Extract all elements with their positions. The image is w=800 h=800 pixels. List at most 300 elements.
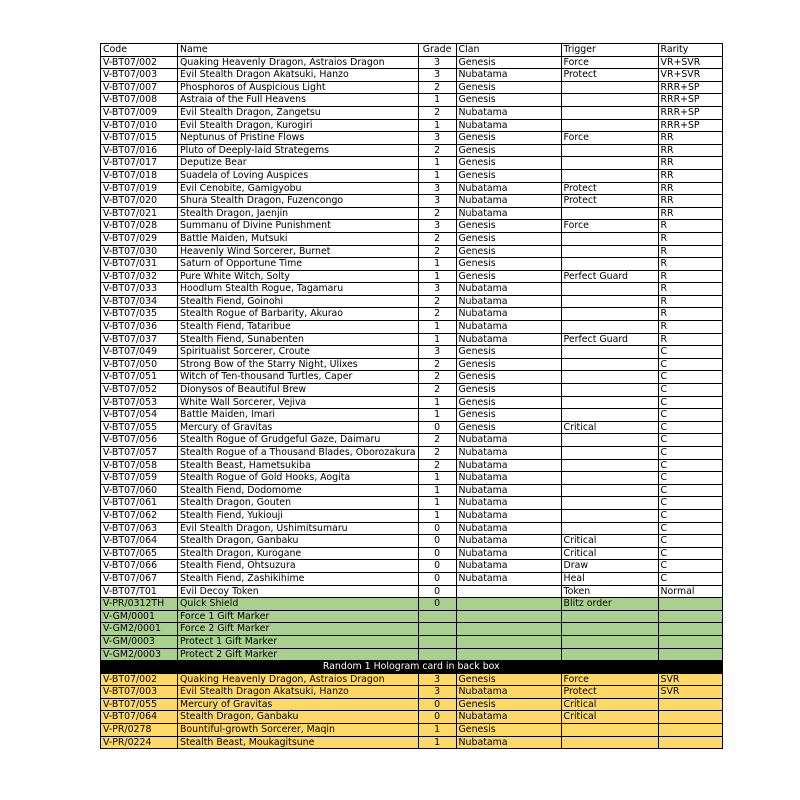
cell-name: Stealth Fiend, Dodomome (178, 484, 419, 497)
cell-clan: Genesis (456, 232, 561, 245)
table-row (101, 535, 723, 548)
cell-name: Phosphoros of Auspicious Light (178, 81, 419, 94)
cell-code: V-BT07/061 (101, 497, 178, 510)
cell-code: V-BT07/029 (101, 232, 178, 245)
cell-trigger: Force (561, 673, 658, 686)
cell-code: V-BT07/008 (101, 94, 178, 107)
cell-name: Summanu of Divine Punishment (178, 220, 419, 233)
cell-code: V-BT07/015 (101, 132, 178, 145)
table-row (101, 421, 723, 434)
cell-clan: Nubatama (456, 497, 561, 510)
cell-code: V-BT07/065 (101, 547, 178, 560)
cell-rarity: R (658, 220, 722, 233)
cell-name: Stealth Rogue of Barbarity, Akurao (178, 308, 419, 321)
cell-trigger (561, 169, 658, 182)
table-row (101, 673, 723, 686)
cell-grade: 0 (418, 598, 456, 611)
cell-rarity: VR+SVR (658, 56, 722, 69)
cell-code: V-BT07/007 (101, 81, 178, 94)
table-row (101, 81, 723, 94)
table-row (101, 547, 723, 560)
cell-code: V-GM2/0001 (101, 623, 178, 636)
cell-grade: 2 (418, 358, 456, 371)
cell-trigger (561, 283, 658, 296)
cell-clan: Nubatama (456, 69, 561, 82)
table-row (101, 472, 723, 485)
cell-code: V-BT07/059 (101, 472, 178, 485)
cell-rarity: C (658, 358, 722, 371)
cell-rarity: C (658, 396, 722, 409)
cell-grade: 1 (418, 509, 456, 522)
cell-trigger (561, 207, 658, 220)
cell-grade: 0 (418, 711, 456, 724)
cell-trigger: Critical (561, 421, 658, 434)
cell-grade: 1 (418, 736, 456, 749)
cell-grade: 1 (418, 321, 456, 334)
cell-rarity (658, 724, 722, 737)
cell-trigger: Critical (561, 535, 658, 548)
cell-name: Evil Stealth Dragon Akatsuki, Hanzo (178, 686, 419, 699)
cell-grade: 0 (418, 698, 456, 711)
cell-clan (456, 623, 561, 636)
cell-rarity: C (658, 409, 722, 422)
cell-grade: 0 (418, 535, 456, 548)
table-row (101, 711, 723, 724)
cell-name: Force 2 Gift Marker (178, 623, 419, 636)
cell-trigger (561, 434, 658, 447)
cell-code: V-BT07/031 (101, 258, 178, 271)
cell-trigger (561, 724, 658, 737)
table-row (101, 585, 723, 598)
cell-grade: 2 (418, 81, 456, 94)
cell-name: Evil Stealth Dragon, Kurogiri (178, 119, 419, 132)
cell-code: V-BT07/003 (101, 686, 178, 699)
table-row (101, 459, 723, 472)
cell-name: Evil Stealth Dragon, Ushimitsumaru (178, 522, 419, 535)
cell-clan: Genesis (456, 409, 561, 422)
table-row (101, 333, 723, 346)
cell-grade (418, 648, 456, 661)
table-row (101, 220, 723, 233)
cell-trigger: Critical (561, 698, 658, 711)
cell-code: V-BT07/030 (101, 245, 178, 258)
cell-trigger (561, 396, 658, 409)
cell-trigger (561, 648, 658, 661)
table-row (101, 207, 723, 220)
cell-grade: 3 (418, 56, 456, 69)
cell-clan: Nubatama (456, 333, 561, 346)
cell-code: V-BT07/036 (101, 321, 178, 334)
cell-clan: Nubatama (456, 283, 561, 296)
table-row (101, 56, 723, 69)
cell-name: Saturn of Opportune Time (178, 258, 419, 271)
cell-grade: 2 (418, 295, 456, 308)
cell-name: Stealth Dragon, Kurogane (178, 547, 419, 560)
cell-rarity: R (658, 232, 722, 245)
cell-rarity: C (658, 497, 722, 510)
cell-trigger: Blitz order (561, 598, 658, 611)
cell-grade: 2 (418, 447, 456, 460)
cell-trigger (561, 358, 658, 371)
cell-name: Protect 1 Gift Marker (178, 635, 419, 648)
cell-code: V-BT07/053 (101, 396, 178, 409)
cell-grade: 2 (418, 434, 456, 447)
cell-name: Neptunus of Pristine Flows (178, 132, 419, 145)
cell-name: Battle Maiden, Mutsuki (178, 232, 419, 245)
table-row (101, 283, 723, 296)
separator-label: Random 1 Hologram card in back box (101, 661, 723, 674)
cell-clan: Genesis (456, 724, 561, 737)
cell-trigger: Token (561, 585, 658, 598)
table-row (101, 384, 723, 397)
yellow-rows (101, 673, 723, 749)
cell-trigger: Force (561, 56, 658, 69)
header-code: Code (101, 44, 178, 57)
cell-code: V-BT07/054 (101, 409, 178, 422)
cell-clan: Genesis (456, 144, 561, 157)
cell-clan: Genesis (456, 421, 561, 434)
cell-code: V-PR/0312TH (101, 598, 178, 611)
green-rows (101, 598, 723, 661)
cell-clan: Genesis (456, 673, 561, 686)
table-row (101, 232, 723, 245)
cell-name: Evil Cenobite, Gamigyobu (178, 182, 419, 195)
table-row (101, 635, 723, 648)
cell-clan: Genesis (456, 132, 561, 145)
cell-grade: 3 (418, 686, 456, 699)
cell-rarity: Normal (658, 585, 722, 598)
cell-rarity (658, 711, 722, 724)
cell-clan: Nubatama (456, 560, 561, 573)
cell-grade: 3 (418, 132, 456, 145)
cell-code: V-BT07/016 (101, 144, 178, 157)
cell-grade: 3 (418, 220, 456, 233)
cell-code: V-BT07/033 (101, 283, 178, 296)
cell-trigger: Critical (561, 547, 658, 560)
cell-name: Battle Maiden, Imari (178, 409, 419, 422)
cell-clan: Nubatama (456, 434, 561, 447)
cell-name: Shura Stealth Dragon, Fuzencongo (178, 195, 419, 208)
cell-clan: Nubatama (456, 547, 561, 560)
cell-rarity: VR+SVR (658, 69, 722, 82)
cell-clan: Nubatama (456, 686, 561, 699)
cell-rarity: C (658, 472, 722, 485)
cell-code: V-PR/0224 (101, 736, 178, 749)
table-row (101, 724, 723, 737)
cell-clan: Nubatama (456, 736, 561, 749)
cell-clan: Genesis (456, 346, 561, 359)
table-row (101, 195, 723, 208)
cell-grade: 3 (418, 346, 456, 359)
cell-clan: Nubatama (456, 182, 561, 195)
cell-rarity: RRR+SP (658, 94, 722, 107)
cell-name: Evil Stealth Dragon Akatsuki, Hanzo (178, 69, 419, 82)
cell-grade: 1 (418, 396, 456, 409)
cell-code: V-BT07/T01 (101, 585, 178, 598)
cell-trigger (561, 623, 658, 636)
table-row (101, 245, 723, 258)
cell-code: V-GM/0001 (101, 610, 178, 623)
cell-trigger: Perfect Guard (561, 270, 658, 283)
cell-trigger (561, 610, 658, 623)
cell-code: V-BT07/019 (101, 182, 178, 195)
table-row (101, 106, 723, 119)
cell-trigger (561, 321, 658, 334)
cell-clan (456, 635, 561, 648)
cell-code: V-BT07/060 (101, 484, 178, 497)
table-row (101, 698, 723, 711)
cell-name: Stealth Rogue of a Thousand Blades, Oborozakura (178, 447, 419, 460)
cell-code: V-GM2/0003 (101, 648, 178, 661)
cell-clan: Genesis (456, 396, 561, 409)
cell-clan: Nubatama (456, 308, 561, 321)
cell-rarity (658, 598, 722, 611)
cell-code: V-BT07/066 (101, 560, 178, 573)
cell-grade: 0 (418, 572, 456, 585)
cell-trigger (561, 447, 658, 460)
cell-trigger: Protect (561, 195, 658, 208)
cell-rarity: R (658, 321, 722, 334)
cell-rarity (658, 648, 722, 661)
cell-name: Suadela of Loving Auspices (178, 169, 419, 182)
cell-rarity: RR (658, 169, 722, 182)
table-row (101, 409, 723, 422)
cell-rarity: C (658, 535, 722, 548)
cell-rarity: SVR (658, 673, 722, 686)
cell-trigger (561, 144, 658, 157)
cell-code: V-BT07/018 (101, 169, 178, 182)
cell-rarity: C (658, 459, 722, 472)
cell-code: V-BT07/055 (101, 421, 178, 434)
cell-grade: 1 (418, 724, 456, 737)
cell-rarity (658, 698, 722, 711)
cell-grade: 1 (418, 94, 456, 107)
cell-grade: 2 (418, 207, 456, 220)
header-trigger: Trigger (561, 44, 658, 57)
cell-rarity: RRR+SP (658, 119, 722, 132)
cell-rarity: RR (658, 144, 722, 157)
cell-name: Stealth Dragon, Ganbaku (178, 711, 419, 724)
cell-name: Hoodlum Stealth Rogue, Tagamaru (178, 283, 419, 296)
cell-clan (456, 610, 561, 623)
cell-trigger (561, 522, 658, 535)
cell-clan: Genesis (456, 371, 561, 384)
table-row (101, 371, 723, 384)
cell-clan: Nubatama (456, 535, 561, 548)
cell-name: Evil Stealth Dragon, Zangetsu (178, 106, 419, 119)
table-row (101, 623, 723, 636)
table-row (101, 69, 723, 82)
table-row (101, 686, 723, 699)
cell-trigger: Force (561, 220, 658, 233)
cell-name: Stealth Beast, Moukagitsune (178, 736, 419, 749)
cell-rarity: C (658, 434, 722, 447)
cell-code: V-BT07/052 (101, 384, 178, 397)
table-row (101, 447, 723, 460)
table-row (101, 132, 723, 145)
cell-code: V-BT07/020 (101, 195, 178, 208)
table-row (101, 270, 723, 283)
cell-rarity: C (658, 346, 722, 359)
cell-name: Stealth Dragon, Jaenjin (178, 207, 419, 220)
cell-clan: Genesis (456, 56, 561, 69)
separator-row (101, 661, 723, 674)
cell-name: Spiritualist Sorcerer, Croute (178, 346, 419, 359)
cell-code: V-BT07/034 (101, 295, 178, 308)
cell-name: Stealth Fiend, Sunabenten (178, 333, 419, 346)
cell-grade: 2 (418, 106, 456, 119)
cell-clan: Genesis (456, 94, 561, 107)
cell-rarity: C (658, 509, 722, 522)
cell-name: Witch of Ten-thousand Turtles, Caper (178, 371, 419, 384)
cell-grade: 1 (418, 472, 456, 485)
cell-trigger: Protect (561, 686, 658, 699)
cell-trigger (561, 258, 658, 271)
cell-name: White Wall Sorcerer, Vejiva (178, 396, 419, 409)
cell-clan: Genesis (456, 81, 561, 94)
table-row (101, 321, 723, 334)
cell-grade: 3 (418, 673, 456, 686)
cell-clan: Genesis (456, 384, 561, 397)
cell-rarity: R (658, 333, 722, 346)
cell-code: V-BT07/021 (101, 207, 178, 220)
table-row (101, 610, 723, 623)
cell-name: Force 1 Gift Marker (178, 610, 419, 623)
table-row (101, 144, 723, 157)
cell-code: V-BT07/064 (101, 535, 178, 548)
table-row (101, 560, 723, 573)
cell-grade: 0 (418, 421, 456, 434)
cell-grade: 2 (418, 308, 456, 321)
cell-rarity: R (658, 245, 722, 258)
table-row (101, 258, 723, 271)
cell-grade: 3 (418, 195, 456, 208)
table-row (101, 598, 723, 611)
cell-grade: 3 (418, 182, 456, 195)
cell-clan: Nubatama (456, 572, 561, 585)
cell-rarity: R (658, 283, 722, 296)
cell-code: V-BT07/055 (101, 698, 178, 711)
cell-rarity (658, 635, 722, 648)
cell-code: V-BT07/051 (101, 371, 178, 384)
cell-trigger: Heal (561, 572, 658, 585)
cell-code: V-PR/0278 (101, 724, 178, 737)
table-row (101, 522, 723, 535)
cell-grade: 1 (418, 484, 456, 497)
cell-code: V-BT07/002 (101, 673, 178, 686)
table-row (101, 509, 723, 522)
cell-name: Stealth Fiend, Zashikihime (178, 572, 419, 585)
cell-name: Stealth Fiend, Ohtsuzura (178, 560, 419, 573)
cell-code: V-BT07/009 (101, 106, 178, 119)
table-row (101, 484, 723, 497)
table-row (101, 346, 723, 359)
cell-rarity: C (658, 371, 722, 384)
table-row (101, 358, 723, 371)
cell-name: Mercury of Gravitas (178, 698, 419, 711)
table-row (101, 434, 723, 447)
cell-trigger (561, 245, 658, 258)
cell-rarity: RR (658, 132, 722, 145)
cell-trigger (561, 459, 658, 472)
cell-rarity (658, 623, 722, 636)
cell-code: V-BT07/032 (101, 270, 178, 283)
cell-name: Protect 2 Gift Marker (178, 648, 419, 661)
cell-code: V-BT07/056 (101, 434, 178, 447)
cell-clan (456, 648, 561, 661)
cell-rarity: C (658, 547, 722, 560)
cell-code: V-BT07/058 (101, 459, 178, 472)
cell-rarity: R (658, 308, 722, 321)
cell-trigger (561, 232, 658, 245)
cell-clan: Nubatama (456, 447, 561, 460)
cell-code: V-BT07/028 (101, 220, 178, 233)
cell-clan: Nubatama (456, 295, 561, 308)
cell-name: Stealth Rogue of Gold Hooks, Aogita (178, 472, 419, 485)
cell-trigger: Draw (561, 560, 658, 573)
cell-trigger (561, 497, 658, 510)
card-list-table (100, 43, 723, 749)
table-row (101, 396, 723, 409)
cell-trigger (561, 371, 658, 384)
cell-name: Stealth Fiend, Tataribue (178, 321, 419, 334)
cell-rarity: RRR+SP (658, 81, 722, 94)
cell-clan: Genesis (456, 698, 561, 711)
table-row (101, 736, 723, 749)
cell-grade: 1 (418, 497, 456, 510)
table-row (101, 157, 723, 170)
cell-trigger (561, 106, 658, 119)
cell-clan: Nubatama (456, 522, 561, 535)
cell-clan: Genesis (456, 245, 561, 258)
cell-trigger (561, 409, 658, 422)
cell-trigger: Perfect Guard (561, 333, 658, 346)
cell-grade: 0 (418, 547, 456, 560)
cell-grade: 2 (418, 245, 456, 258)
cell-trigger (561, 81, 658, 94)
cell-name: Quaking Heavenly Dragon, Astraios Dragon (178, 673, 419, 686)
cell-rarity: C (658, 484, 722, 497)
cell-grade: 1 (418, 157, 456, 170)
cell-grade: 1 (418, 270, 456, 283)
cell-clan: Nubatama (456, 711, 561, 724)
cell-trigger: Protect (561, 69, 658, 82)
cell-rarity: R (658, 270, 722, 283)
cell-rarity (658, 610, 722, 623)
cell-name: Stealth Beast, Hametsukiba (178, 459, 419, 472)
cell-clan: Nubatama (456, 509, 561, 522)
cell-grade: 1 (418, 333, 456, 346)
cell-trigger (561, 308, 658, 321)
cell-name: Astraia of the Full Heavens (178, 94, 419, 107)
cell-grade: 2 (418, 384, 456, 397)
cell-code: V-BT07/057 (101, 447, 178, 460)
cell-code: V-BT07/003 (101, 69, 178, 82)
cell-name: Pure White Witch, Solty (178, 270, 419, 283)
cell-rarity: RRR+SP (658, 106, 722, 119)
table-row (101, 94, 723, 107)
cell-name: Evil Decoy Token (178, 585, 419, 598)
header-row (101, 44, 723, 57)
cell-name: Quaking Heavenly Dragon, Astraios Dragon (178, 56, 419, 69)
cell-grade: 0 (418, 560, 456, 573)
cell-clan: Genesis (456, 270, 561, 283)
cell-clan: Nubatama (456, 459, 561, 472)
cell-clan: Nubatama (456, 119, 561, 132)
table-row (101, 182, 723, 195)
cell-clan: Genesis (456, 169, 561, 182)
cell-rarity: R (658, 258, 722, 271)
